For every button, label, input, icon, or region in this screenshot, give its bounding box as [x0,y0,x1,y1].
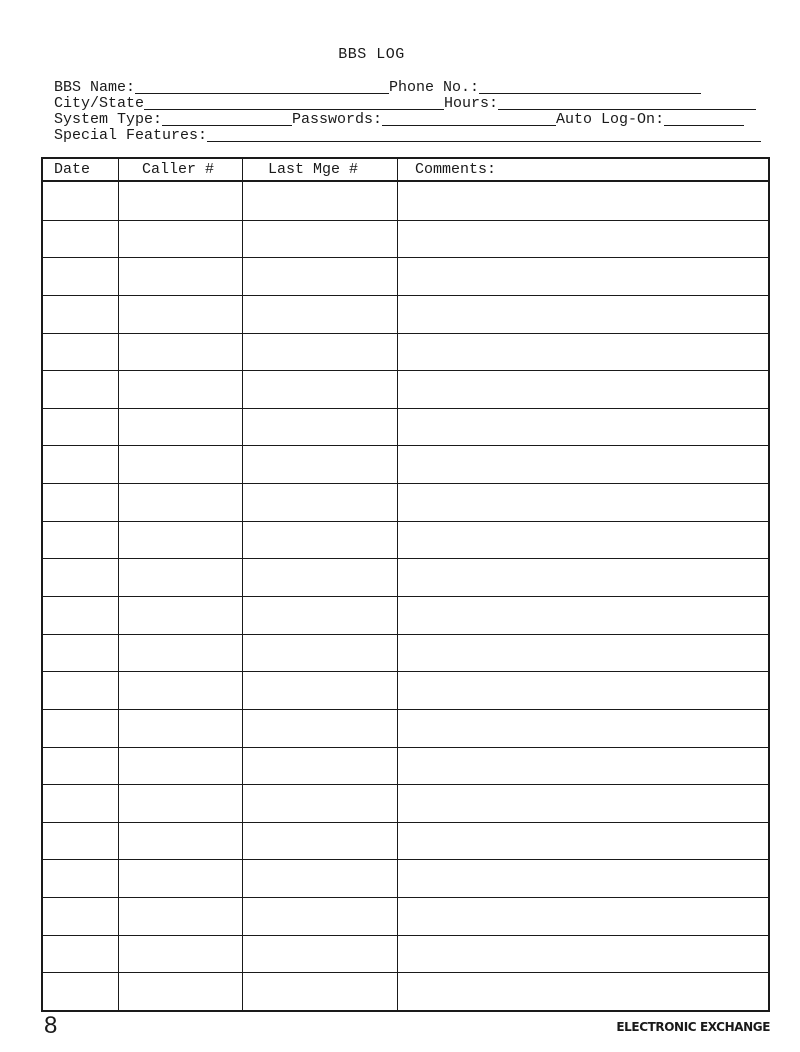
table-row-divider [43,257,768,258]
table-row-divider [43,370,768,371]
column-header-comments: Comments: [415,161,497,178]
form-title: BBS LOG [338,46,405,63]
table-row-divider [43,935,768,936]
passwords-line[interactable] [382,125,556,126]
table-row-divider [43,596,768,597]
table-row-divider [43,558,768,559]
column-header-last-mge: Last Mge # [268,161,359,178]
table-header [43,159,768,182]
table-row-divider [43,972,768,973]
table-row-divider [43,822,768,823]
column-divider [242,159,243,1010]
city-state-line[interactable] [144,109,444,110]
system-type-line[interactable] [162,125,292,126]
table-row-divider [43,747,768,748]
passwords-label: Passwords: [292,111,383,128]
city-state-label: City/State [54,95,145,112]
table-row-divider [43,521,768,522]
column-header-date: Date [54,161,91,178]
special-features-line[interactable] [207,141,761,142]
table-row-divider [43,483,768,484]
table-row-divider [43,220,768,221]
table-row-divider [43,897,768,898]
field-row-special-features [54,128,761,144]
table-row-divider [43,634,768,635]
log-table [41,157,770,1012]
table-row-divider [43,709,768,710]
phone-no-label: Phone No.: [389,79,480,96]
table-row-divider [43,445,768,446]
hours-label: Hours: [444,95,499,112]
table-row-divider [43,859,768,860]
hours-line[interactable] [498,109,756,110]
field-row-system-type [54,112,744,128]
phone-no-line[interactable] [479,93,701,94]
footer-brand: ELECTRONIC EXCHANGE [616,1020,770,1034]
column-header-caller: Caller # [142,161,215,178]
page-number: 8 [44,1012,58,1039]
column-divider [118,159,119,1010]
field-row-bbs-name [54,80,701,96]
auto-log-on-label: Auto Log-On: [556,111,665,128]
table-row-divider [43,295,768,296]
auto-log-on-line[interactable] [664,125,744,126]
system-type-label: System Type: [54,111,163,128]
bbs-name-label: BBS Name: [54,79,136,96]
table-row-divider [43,333,768,334]
bbs-name-line[interactable] [135,93,389,94]
table-row-divider [43,671,768,672]
field-row-city-state [54,96,756,112]
table-row-divider [43,784,768,785]
column-divider [397,159,398,1010]
special-features-label: Special Features: [54,127,208,144]
table-row-divider [43,408,768,409]
